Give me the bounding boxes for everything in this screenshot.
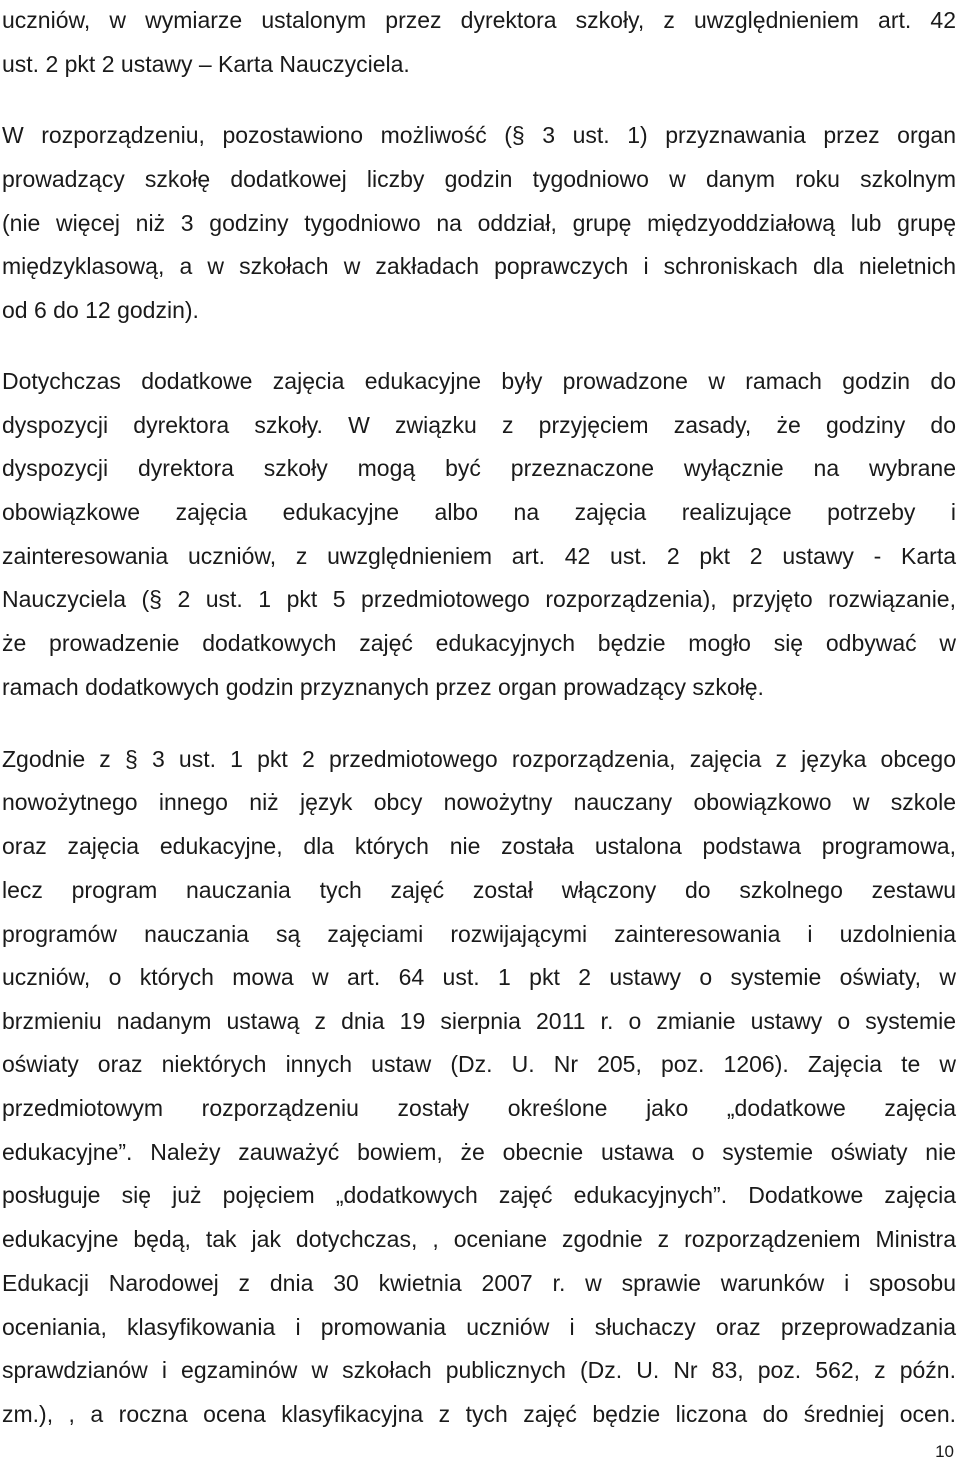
text-line: programów nauczania są zajęciami rozwijającymi zainteresowania i uzdolnienia [2, 921, 956, 947]
text-line: oświaty oraz niektórych innych ustaw (Dz. U. Nr 205, poz. 1206). Zajęcia te w [2, 1051, 956, 1077]
text-line: W rozporządzeniu, pozostawiono możliwość (§ 3 ust. 1) przyznawania przez organ [2, 122, 956, 148]
text-line: prowadzący szkołę dodatkowej liczby godzin tygodniowo w danym roku szkolnym [2, 166, 956, 192]
text-line: Nauczyciela (§ 2 ust. 1 pkt 5 przedmiotowego rozporządzenia), przyjęto rozwiązanie, [2, 586, 956, 612]
text-line: ust. 2 pkt 2 ustawy – Karta Nauczyciela. [2, 51, 410, 77]
text-line: brzmieniu nadanym ustawą z dnia 19 sierpnia 2011 r. o zmianie ustawy o systemie [2, 1008, 956, 1034]
text-line: oceniania, klasyfikowania i promowania uczniów i słuchaczy oraz przeprowadzania [2, 1314, 956, 1340]
text-line: oraz zajęcia edukacyjne, dla których nie została ustalona podstawa programowa, [2, 833, 956, 859]
text-line: zainteresowania uczniów, z uwzględnieniem art. 42 ust. 2 pkt 2 ustawy - Karta [2, 543, 956, 569]
text-line: Zgodnie z § 3 ust. 1 pkt 2 przedmiotowego rozporządzenia, zajęcia z języka obcego [2, 746, 956, 772]
text-line: od 6 do 12 godzin). [2, 297, 199, 323]
text-line: zm.), , a roczna ocena klasyfikacyjna z tych zajęć będzie liczona do średniej ocen. [2, 1401, 956, 1427]
text-line: przedmiotowym rozporządzeniu zostały określone jako „dodatkowe zajęcia [2, 1095, 956, 1121]
text-line: lecz program nauczania tych zajęć został włączony do szkolnego zestawu [2, 877, 956, 903]
page-number: 10 [935, 1442, 954, 1461]
text-line: dyspozycji dyrektora szkoły. W związku z przyjęciem zasady, że godziny do [2, 412, 956, 438]
text-line: Dotychczas dodatkowe zajęcia edukacyjne były prowadzone w ramach godzin do [2, 368, 956, 394]
text-line: sprawdzianów i egzaminów w szkołach publicznych (Dz. U. Nr 83, poz. 562, z późn. [2, 1357, 956, 1383]
text-line: międzyklasową, a w szkołach w zakładach poprawczych i schroniskach dla nieletnich [2, 253, 956, 279]
text-line: Edukacji Narodowej z dnia 30 kwietnia 2007 r. w sprawie warunków i sposobu [2, 1270, 956, 1296]
text-line: (nie więcej niż 3 godziny tygodniowo na oddział, grupę międzyoddziałową lub grupę [2, 210, 956, 236]
text-line: że prowadzenie dodatkowych zajęć edukacyjnych będzie mogło się odbywać w [2, 630, 956, 656]
text-line: nowożytnego innego niż język obcy nowożytny nauczany obowiązkowo w szkole [2, 789, 956, 815]
text-line: dyspozycji dyrektora szkoły mogą być przeznaczone wyłącznie na wybrane [2, 455, 956, 481]
text-line: ramach dodatkowych godzin przyznanych przez organ prowadzący szkołę. [2, 674, 764, 700]
text-line: uczniów, w wymiarze ustalonym przez dyrektora szkoły, z uwzględnieniem art. 42 [2, 7, 956, 33]
text-line: obowiązkowe zajęcia edukacyjne albo na zajęcia realizujące potrzeby i [2, 499, 956, 525]
text-line: posługuje się już pojęciem „dodatkowych zajęć edukacyjnych”. Dodatkowe zajęcia [2, 1182, 956, 1208]
text-line: uczniów, o których mowa w art. 64 ust. 1 pkt 2 ustawy o systemie oświaty, w [2, 964, 956, 990]
text-line: edukacyjne będą, tak jak dotychczas, , oceniane zgodnie z rozporządzeniem Ministra [2, 1226, 956, 1252]
text-line: edukacyjne”. Należy zauważyć bowiem, że obecnie ustawa o systemie oświaty nie [2, 1139, 956, 1165]
